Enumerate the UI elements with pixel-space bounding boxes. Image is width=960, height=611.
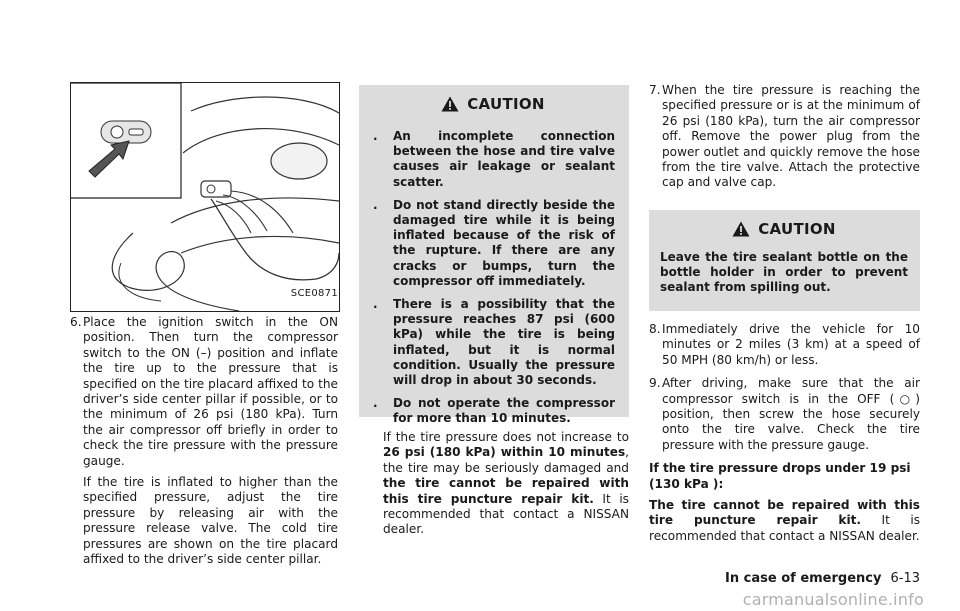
figure-code: SCE0871: [290, 288, 338, 299]
caution-header: [660, 220, 908, 238]
caution-title: CAUTION: [758, 220, 836, 238]
page-number: 6-13: [890, 571, 920, 586]
step-number: 9.: [649, 376, 661, 391]
step-7-text: When the tire pressure is reaching the specified pressure or is at the minimum of 26 psi (180 kPa), turn the air compressor off. Remove the power plug from the power outlet and quickly remove the hose from the tire valve. Attach the protective cap and valve cap.: [662, 83, 920, 190]
caution-text: Leave the tire sealant bottle on the bottle holder in order to prevent sealant from spilling out.: [660, 250, 908, 295]
step-7: [649, 83, 920, 191]
warning-icon: [441, 96, 459, 112]
compressor-illustration: [70, 82, 340, 312]
step-number: 8.: [649, 322, 661, 336]
pressure-note: If the tire pressure does not increase to 26 psi (180 kPa) within 10 minutes, the tire may be seriously damaged and the tire cannot be repaired with this tire puncture repair kit. It is recommended that contact a NISSAN dealer.: [383, 430, 629, 537]
warning-icon: [732, 221, 750, 237]
step-9-text: After driving, make sure that the air compressor switch is in the OFF (○) position, then screw the hose securely onto the tire valve. Check the tire pressure with the pressure gauge.: [662, 376, 920, 452]
step-6-text: Place the ignition switch in the ON position. Then turn the compressor switch to the ON (–) position and inflate the tire up to the pressure that is specified on the tire placard affixed to the driver’s side center pillar if possible, or to the minimum of 26 psi (180 kPa). Turn the air compressor off briefly in order to check the tire pressure with the pressure gauge.: [83, 315, 338, 468]
caution-box: [359, 85, 629, 426]
watermark: carmanualsonline.info: [742, 590, 924, 609]
drop-text: The tire cannot be repaired with this tire puncture repair kit. It is recommended that contact a NISSAN dealer.: [649, 498, 920, 543]
step-6: [70, 315, 338, 568]
step-9: [649, 376, 920, 453]
step-number: 7.: [649, 83, 661, 97]
page-footer: [725, 571, 920, 586]
step-6-note: If the tire is inflated to higher than the specified pressure, adjust the tire pressure by releasing air with the pressure release valve. The cold tire pressures are shown on the tire placard affixed to the driver’s side center pillar.: [83, 475, 338, 567]
step-number: 6.: [70, 315, 82, 329]
caution-box: [649, 210, 920, 311]
caution-bullet: . Do not operate the compressor for more than 10 minutes.: [373, 396, 615, 426]
step-8-text: Immediately drive the vehicle for 10 minutes or 2 miles (3 km) at a speed of 50 MPH (80 km/h) or less.: [662, 322, 920, 367]
caution-bullet: . Do not stand directly beside the damaged tire while it is being inflated because of the risk of the rupture. If there are any cracks or bumps, turn the compressor off immediately.: [373, 197, 615, 288]
section-title: In case of emergency: [725, 571, 882, 586]
caution-bullet: . There is a possibility that the pressure reaches 87 psi (600 kPa) while the tire is being inflated, but it is normal condition. Usually the pressure will drop in about 30 seconds.: [373, 297, 615, 388]
step-8: [649, 322, 920, 368]
drop-heading: If the tire pressure drops under 19 psi (130 kPa ):: [649, 461, 911, 491]
caution-bullet: . An incomplete connection between the hose and tire valve causes air leakage or sealant scatter.: [373, 129, 615, 189]
caution-title: CAUTION: [467, 95, 545, 113]
compressor-hand-drawing: [71, 83, 339, 311]
caution-header: [371, 95, 615, 113]
